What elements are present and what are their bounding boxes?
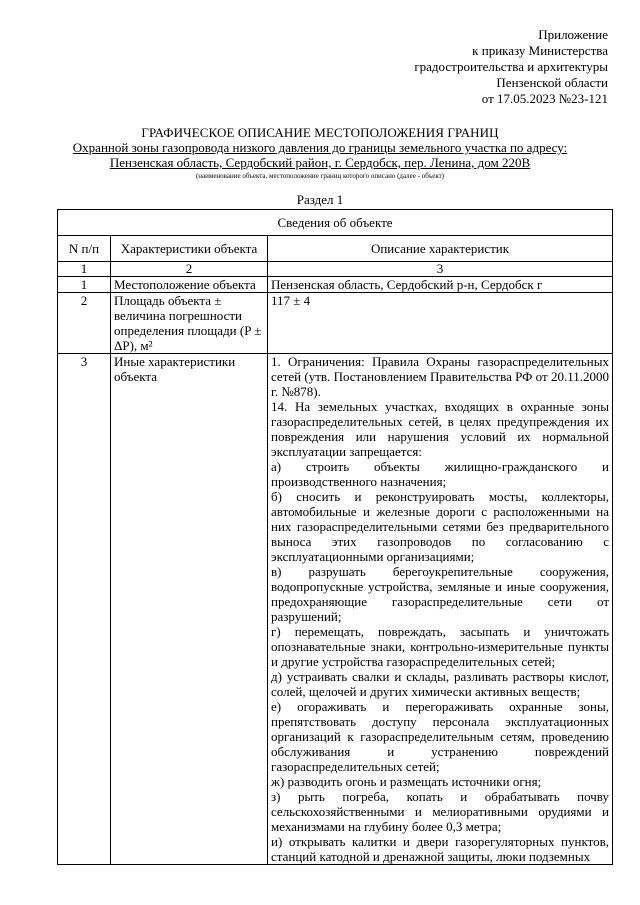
column-number-row	[58, 262, 613, 277]
description-paragraph: Пензенская область, Сердобский р-н, Сердобск г	[271, 277, 543, 292]
section-title: Раздел 1	[296, 192, 344, 207]
description-paragraph: д) устраивать свалки и склады, разливать растворы кислот, солей, щелочей и других химически активных веществ;	[271, 669, 609, 699]
row-number: 2	[58, 293, 111, 354]
column-header-description: Описание характеристик	[268, 236, 613, 262]
description-paragraph: з) рыть погреба, копать и обрабатывать почву сельскохозяйственными и мелиоративными орудиями и механизмами на глубину более 0,3 метра;	[271, 789, 609, 834]
column-number: 1	[58, 262, 111, 277]
subject-caption: (наименование объекта, местоположение границ которого описано (далее - объект)	[195, 172, 445, 180]
description-paragraph: г) перемещать, повреждать, засыпать и уничтожать опознавательные знаки, контрольно-измерительные пункты и другие устройства газораспределительных сетей;	[271, 624, 609, 669]
column-header-characteristic: Характеристики объекта	[111, 236, 268, 262]
document-title: ГРАФИЧЕСКОЕ ОПИСАНИЕ МЕСТОПОЛОЖЕНИЯ ГРАНИЦ	[141, 125, 499, 140]
table-row	[58, 277, 613, 293]
description-paragraph: а) строить объекты жилищно-гражданского и производственного назначения;	[271, 459, 609, 489]
table-row	[58, 293, 613, 354]
description-paragraph: е) огораживать и перегораживать охранные зоны, препятствовать доступу персонала эксплуатационных организаций к газораспределительным сетям, проведению обслуживания и устранению повреждений газораспределительных сетей;	[271, 699, 609, 774]
row-characteristic: Иные характеристики объекта	[111, 354, 268, 865]
description-paragraph: 117 ± 4	[271, 293, 311, 308]
appendix-block	[414, 27, 608, 107]
document-heading	[0, 125, 640, 207]
object-subject-line-1: Охранной зоны газопровода низкого давления до границы земельного участка по адресу:	[72, 140, 568, 155]
appendix-line: градостроительства и архитектуры	[414, 59, 608, 74]
table-row	[58, 354, 613, 865]
table-caption-row	[58, 210, 613, 236]
appendix-line: Приложение	[538, 27, 608, 42]
object-subject-line-2: Пензенская область, Сердобский район, г. Сердобск, пер. Ленина, дом 220В	[109, 155, 531, 170]
description-paragraph: ж) разводить огонь и размещать источники огня;	[271, 774, 542, 789]
appendix-line: к приказу Министерства	[472, 43, 608, 58]
object-info-table	[57, 209, 613, 865]
row-characteristic: Площадь объекта ± величина погрешности определения площади (P ± ΔP), м²	[111, 293, 268, 354]
column-number: 3	[268, 262, 613, 277]
table-caption: Сведения об объекте	[58, 210, 613, 236]
description-paragraph: в) разрушать берегоукрепительные сооружения, водопропускные устройства, земляные и иные сооружения, предохраняющие газораспределительные сети от разрушений;	[271, 564, 609, 624]
column-header-number: N п/п	[58, 236, 111, 262]
column-number: 2	[111, 262, 268, 277]
row-number: 3	[58, 354, 111, 865]
row-characteristic: Местоположение объекта	[111, 277, 268, 293]
row-description	[268, 354, 613, 865]
row-description	[268, 293, 613, 354]
row-description	[268, 277, 613, 293]
description-paragraph: б) сносить и реконструировать мосты, коллекторы, автомобильные и железные дороги с расположенными на них газораспределительными сетями без предварительного выноса этих газопроводов по согласованию с эксплуатационными организациями;	[271, 489, 609, 564]
appendix-line: Пензенской области	[496, 75, 608, 90]
row-number: 1	[58, 277, 111, 293]
description-paragraph: и) открывать калитки и двери газорегуляторных пунктов, станций катодной и дренажной защиты, люки подземных	[271, 834, 609, 864]
description-paragraph: 1. Ограничения: Правила Охраны газораспределительных сетей (утв. Постановлением Правительства РФ от 20.11.2000 г. №878).	[271, 354, 609, 399]
table-header-row	[58, 236, 613, 262]
description-paragraph: 14. На земельных участках, входящих в охранные зоны газораспределительных сетей, в целях предупреждения их повреждения или нарушения условий их нормальной эксплуатации запрещается:	[271, 399, 609, 459]
appendix-line: от 17.05.2023 №23-121	[481, 91, 608, 106]
